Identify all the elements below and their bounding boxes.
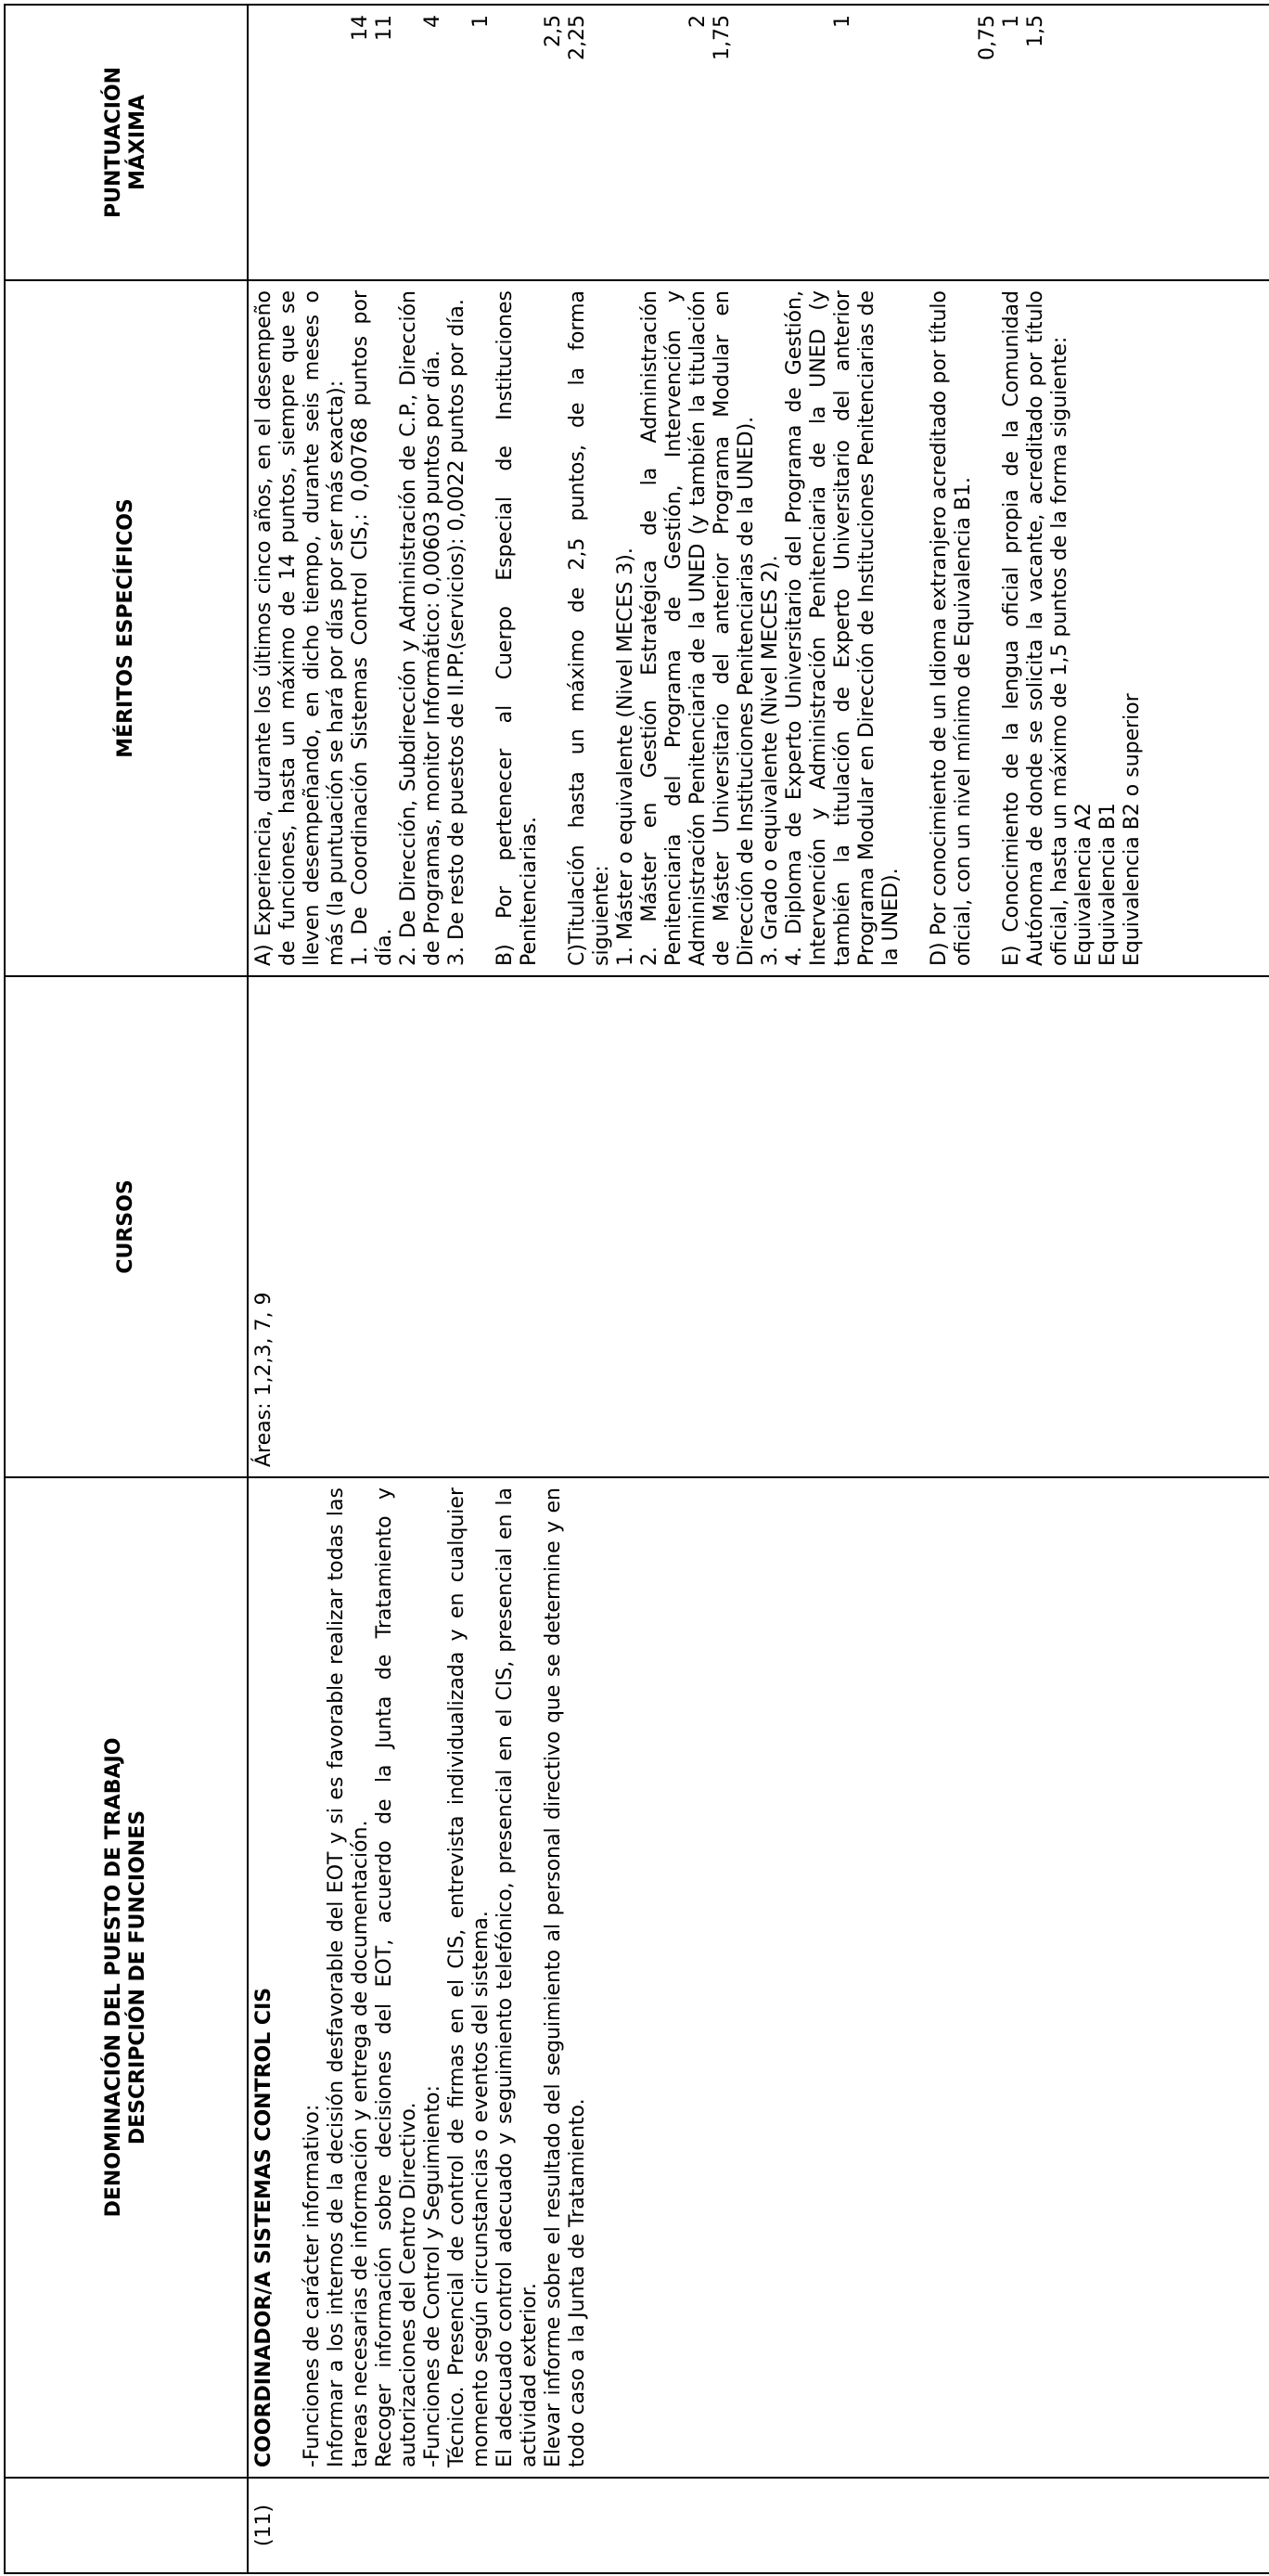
funcion-text: El adecuado control adecuado y seguimiento telefónico, presencial en el CIS, presencial en la actividad exterior. — [494, 1488, 541, 2467]
funcion-text: -Funciones de Control y Seguimiento: — [421, 2085, 444, 2467]
points-e3: 1,5 — [1024, 15, 1047, 47]
merito-a-intro: A) Experiencia, durante los últimos cinco años, en el desempeño de funciones, hasta un máximo de 14 puntos, siempre que se lleven desempeñando, en dicho tiempo, durante seis meses o más (la puntuación se hará por días por ser más exacta): — [252, 290, 348, 966]
funcion-text: Técnico. Presencial de control de firmas en el CIS, entrevista individualizada y en cualquier momento según circunstancias o eventos del sistema. — [445, 1488, 493, 2467]
row-number: (11) — [248, 2478, 1269, 2573]
funcion-text: Informar a los internos de la decisión desfavorable del EOT y si es favorable realizar todas las tareas necesarias de información y entrega de documentación. — [325, 1488, 372, 2467]
meritos-cell — [248, 280, 1269, 976]
job-title: COORDINADOR/A SISTEMAS CONTROL CIS — [252, 1987, 276, 2467]
merito-c-intro: C)Titulación hasta un máximo de 2,5 puntos, de la forma siguiente: — [566, 290, 613, 966]
merits-table — [4, 4, 1269, 2574]
funcion-text: -Funciones de carácter informativo: — [301, 2104, 324, 2467]
header-cursos: CURSOS — [5, 976, 248, 1477]
merito-e2: Equivalencia B1 — [1096, 803, 1120, 966]
merito-d: D) Por conocimiento de un Idioma extranjero acreditado por título oficial, con un nivel mínimo de Equivalencia B1. — [928, 290, 975, 966]
merito-e1: Equivalencia A2 — [1072, 803, 1096, 966]
cursos-cell: Áreas: 1,2,3, 7, 9 — [248, 976, 1269, 1477]
merito-c3: 3. Grado o equivalente (Nivel MECES 2). — [759, 555, 782, 966]
header-puntuacion-line2: MÁXIMA — [126, 95, 149, 190]
funcion-text: Recoger información sobre decisiones del EOT, acuerdo de la Junta de Tratamiento y autorizaciones del Centro Directivo. — [373, 1488, 420, 2467]
merito-a3: 3. De resto de puestos de II.PP.(servicios): 0,0022 puntos por día. — [445, 299, 468, 966]
merito-c2: 2. Máster en Gestión Estratégica de la Administración Penitenciaria del Programa de Gestión, Intervención y Administración Penitenciaria de la UNED (y también la titulación de Máster Universitario del anterior Programa Modular en Dirección de Instituciones Penitenciarias de la UNED). — [638, 290, 758, 966]
header-denominacion-line1: DENOMINACIÓN DEL PUESTO DE TRABAJO — [102, 1737, 125, 2218]
header-puntuacion-line1: PUNTUACIÓN — [102, 66, 125, 219]
points-b: 1 — [469, 15, 493, 28]
points-a3: 4 — [421, 15, 444, 28]
merito-e3: Equivalencia B2 o superior — [1121, 693, 1144, 966]
points-a: 14 — [349, 15, 372, 41]
points-d: 1 — [831, 15, 854, 28]
header-number — [5, 2478, 248, 2573]
points-a1: 11 — [373, 15, 396, 41]
header-denominacion-line2: DESCRIPCIÓN DE FUNCIONES — [126, 1810, 149, 2145]
points-c4: 1,75 — [711, 15, 734, 60]
points-c3: 2 — [686, 15, 710, 28]
merito-c1: 1. Máster o equivalente (Nivel MECES 3). — [614, 547, 637, 966]
puntuacion-cell — [248, 5, 1269, 280]
points-e1: 0,75 — [976, 15, 999, 60]
points-c2: 2,25 — [566, 15, 589, 60]
header-puntuacion — [5, 5, 248, 280]
points-e2: 1 — [1000, 15, 1023, 28]
header-denominacion — [5, 1477, 248, 2478]
points-c1: 2,5 — [542, 15, 565, 47]
table-row — [248, 5, 1269, 2573]
funcion-text: Elevar informe sobre el resultado del seguimiento al personal directivo que se determine y en todo caso a la Junta de Tratamiento. — [542, 1488, 589, 2467]
merito-a1: 1. De Coordinación Sistemas Control CIS,: 0,00768 puntos por día. — [349, 290, 396, 966]
header-meritos: MÉRITOS ESPECÍFICOS — [5, 280, 248, 976]
denominacion-cell — [248, 1477, 1269, 2478]
merito-e-intro: E) Conocimiento de la lengua oficial propia de la Comunidad Autónoma de donde se solicita la vacante, acreditado por título oficial, hasta un máximo de 1,5 puntos de la forma siguiente: — [1000, 290, 1071, 966]
merito-b: B) Por pertenecer al Cuerpo Especial de Instituciones Penitenciarias. — [494, 290, 541, 966]
merito-a2: 2. De Dirección, Subdirección y Administración de C.P., Dirección de Programas, monitor Informático: 0,00603 puntos por día. — [397, 290, 444, 966]
merito-c4: 4. Diploma de Experto Universitario del Programa de Gestión, Intervención y Administración Penitenciaria de la UNED (y también la titulación de Experto Universitario del anterior Programa Modular en Dirección de Instituciones Penitenciarias de la UNED). — [783, 290, 903, 966]
table-header-row — [5, 5, 248, 2573]
